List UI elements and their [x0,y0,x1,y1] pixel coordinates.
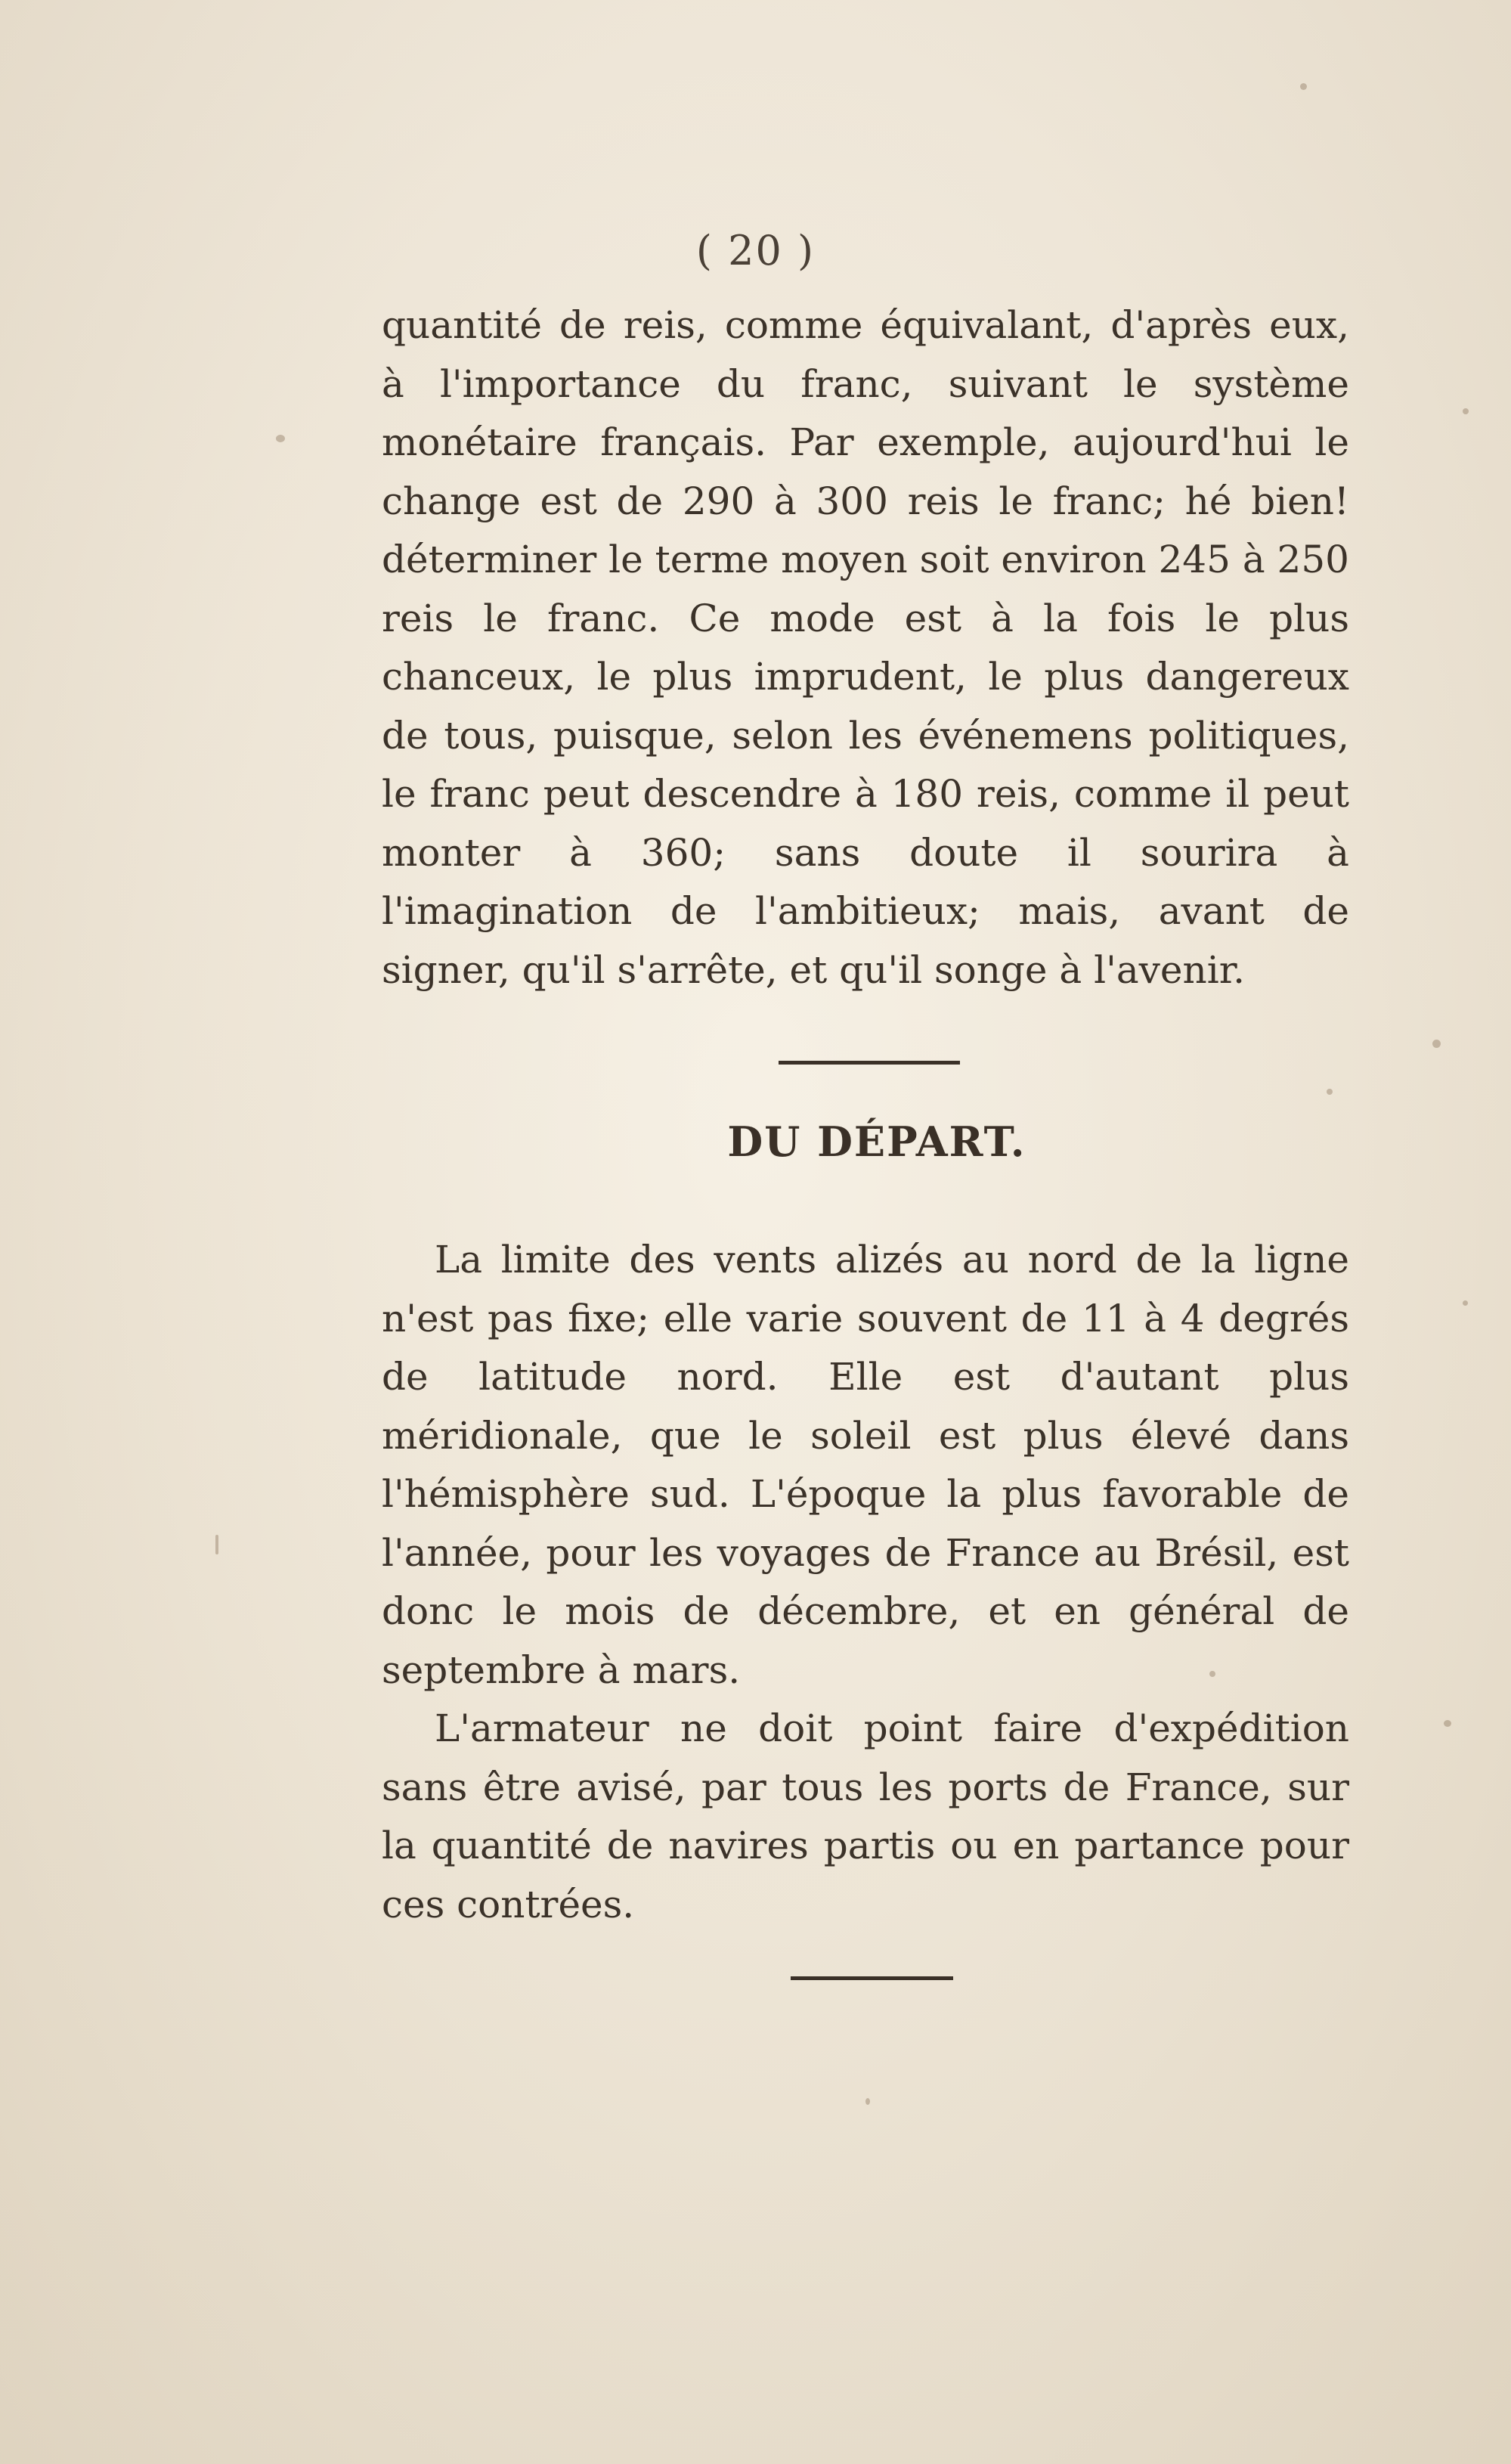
paper-speck [215,1535,218,1554]
paper-speck [1300,83,1307,90]
paragraph: quantité de reis, comme équivalant, d'après eux, à l'importance du franc, suivant le système monétaire français. Par exemple, aujourd'hui le change est de 290 à 300 reis le franc; hé bien! déterminer le terme moyen soit environ 245 à 250 reis le franc. Ce mode est à la fois le plus chanceux, le plus imprudent, le plus dangereux de tous, puisque, selon les événemens politiques, le franc peut descendre à 180 reis, comme il peut monter à 360; sans doute il sourira à l'imagination de l'ambitieux; mais, avant de signer, qu'il s'arrête, et qu'il songe à l'avenir. [382,303,1349,992]
section-heading: DU DÉPART. [727,1117,1026,1166]
paper-speck [865,2098,870,2105]
paper-speck [1463,408,1469,414]
paper-speck [1327,1089,1333,1095]
end-divider [791,1976,953,1980]
paper-speck [1432,1040,1441,1048]
page-number: ( 20 ) [695,227,816,274]
paper-speck [1463,1300,1468,1306]
section-divider [779,1061,960,1065]
paragraph: La limite des vents alizés au nord de la ligne n'est pas fixe; elle varie souvent de 11 à 4 degrés de latitude nord. Elle est d'autant plus méridionale, que le soleil est plus élevé dans l'hémisphère sud. L'époque la plus favorable de l'année, pour les voyages de France au Brésil, est donc le mois de décembre, et en général de septembre à mars. [382,1238,1349,1692]
paragraph: L'armateur ne doit point faire d'expédition sans être avisé, par tous les ports de France, sur la quantité de navires partis ou en partance pour ces contrées. [382,1706,1349,1926]
paper-speck [1444,1720,1451,1727]
body-text-bottom [382,1231,1349,1934]
body-text-top [382,296,1349,1000]
paper-speck [276,435,285,442]
